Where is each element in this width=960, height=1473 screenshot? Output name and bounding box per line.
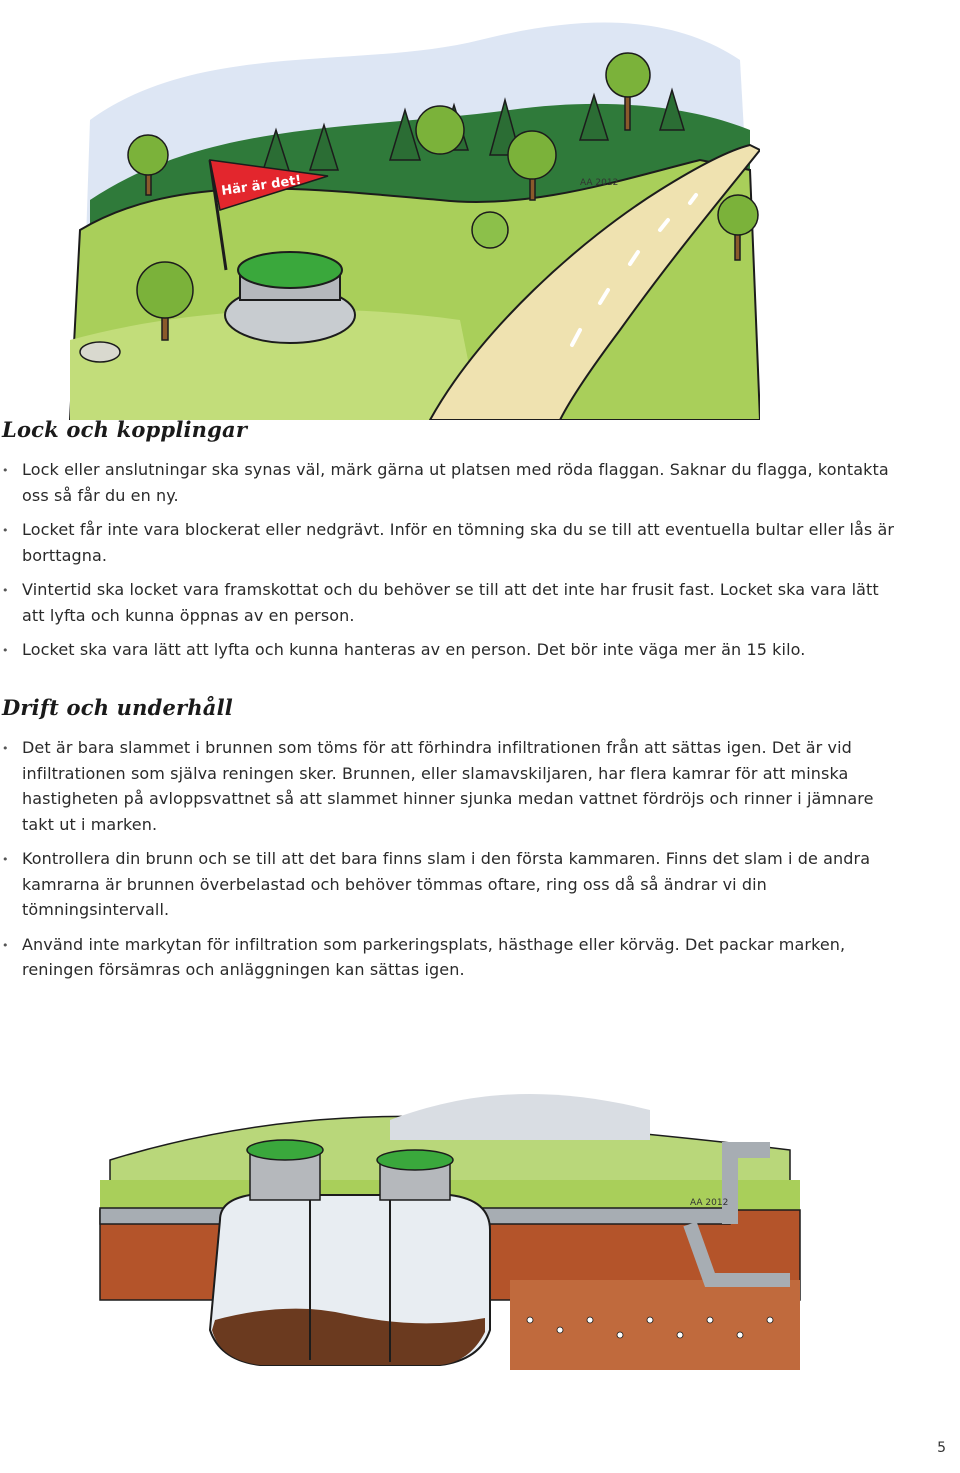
- list-item: • Lock eller anslutningar ska synas väl, märk gärna ut platsen med röda flaggan. Saknar du flagga, kontakta oss så får du en ny.: [0, 457, 900, 508]
- page-number: 5: [937, 1440, 946, 1456]
- section-heading-lock: Lock och kopplingar: [2, 417, 248, 442]
- list-item: • Vintertid ska locket vara framskottat och du behöver se till att det inte har frusit fast. Locket ska vara lätt att lyfta och kunna öppnas av en person.: [0, 577, 900, 628]
- outlet-pipe: [480, 1208, 730, 1224]
- list-item: • Använd inte markytan för infiltration som parkeringsplats, hästhage eller körväg. Det packar marken, reningen försämras och anläggningen kan sättas igen.: [0, 932, 900, 983]
- distant-hill: [390, 1094, 650, 1140]
- landscape-illustration: [60, 0, 760, 420]
- section-heading-drift: Drift och underhåll: [2, 695, 233, 720]
- artist-signature: AA 2012: [690, 1198, 729, 1208]
- list-item: • Locket får inte vara blockerat eller nedgrävt. Inför en tömning ska du se till att eventuella bultar eller lås är borttagna.: [0, 517, 900, 568]
- list-item: • Kontrollera din brunn och se till att det bara finns slam i den första kammaren. Finns det slam i de andra kamrarna är brunnen överbelastad och behöver tömmas oftare, ring oss då så ändrar vi din tömningsintervall.: [0, 846, 900, 923]
- rock: [80, 342, 120, 362]
- well-with-lid: [225, 252, 355, 343]
- drift-bullet-list: [0, 735, 900, 992]
- list-item: • Det är bara slammet i brunnen som töms för att förhindra infiltrationen från att sättas igen. Det är vid infiltrationen som själva reningen sker. Brunnen, eller slamavskiljaren, har flera kamrar för att minska hastigheten på avloppsvattnet så att slammet hinner sjunka medan vattnet fördröjs och rinner i jämnare takt ut i marken.: [0, 735, 900, 837]
- septic-tank-illustration: [90, 1080, 810, 1400]
- lock-bullet-list: [0, 457, 900, 672]
- infiltration-layer: [510, 1280, 800, 1370]
- artist-signature: AA 2012: [580, 178, 619, 188]
- list-item: • Locket ska vara lätt att lyfta och kunna hanteras av en person. Det bör inte väga mer än 15 kilo.: [0, 637, 900, 663]
- flag-text: Här är det!: [220, 172, 303, 199]
